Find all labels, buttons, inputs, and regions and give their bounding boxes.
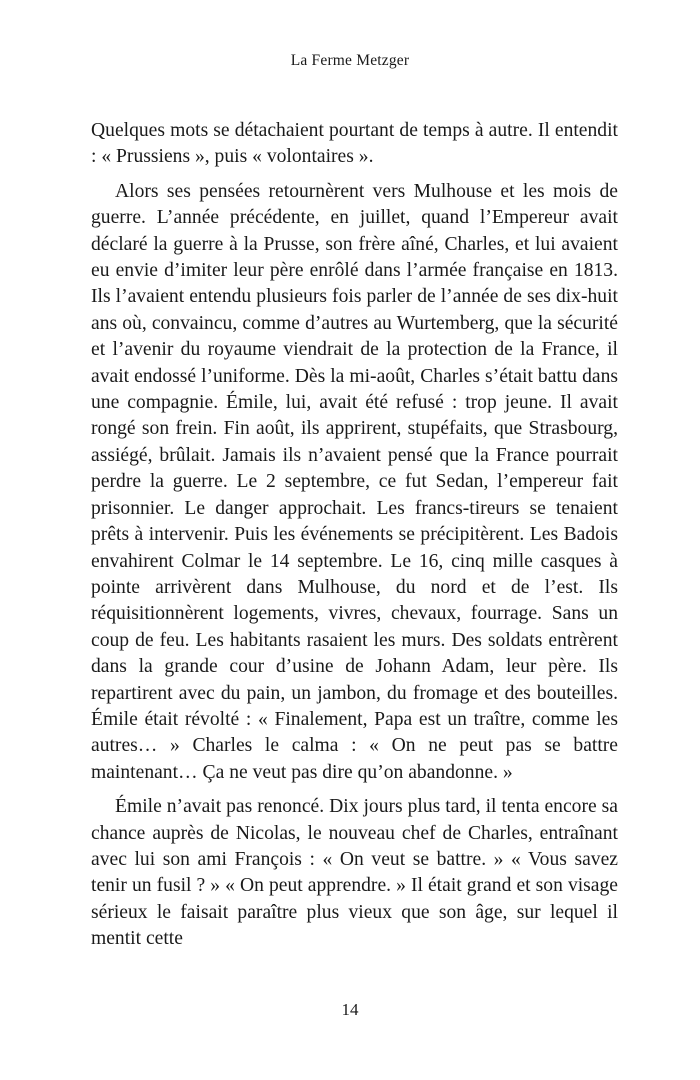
paragraph: Alors ses pensées retournèrent vers Mulhouse et les mois de guerre. L’année précédente, en juillet, quand l’Empereur avait déclaré la guerre à la Prusse, son frère aîné, Charles, et lui avaient eu envie d’imiter leur père enrôlé dans l’armée française en 1813. Ils l’avaient entendu plusieurs fois parler de l’année de ses dix-huit ans où, convaincu, comme d’autres au Wurtemberg, que la sécurité et l’avenir du royaume viendrait de la protection de la France, il avait endossé l’uniforme. Dès la mi-août, Charles s’était battu dans une compagnie. Émile, lui, avait été refusé : trop jeune. Il avait rongé son frein. Fin août, ils apprirent, stupéfaits, que Strasbourg, assiégé, brûlait. Jamais ils n’avaient pensé que la France pourrait perdre la guerre. Le 2 septembre, ce fut Sedan, l’empereur fait prisonnier. Le danger approchait. Les francs-tireurs se tenaient prêts à intervenir. Puis les événements se précipitèrent. Les Badois envahirent Colmar le 14 septembre. Le 16, cinq mille casques à pointe arrivèrent dans Mulhouse, du nord et de l’est. Ils réquisitionnèrent logements, vivres, chevaux, fourrage. Sans un coup de feu. Les habitants rasaient les murs. Des soldats entrèrent dans la grande cour d’usine de Johann Adam, leur père. Ils repartirent avec du pain, un jambon, du fromage et des bouteilles. Émile était révolté : « Finalement, Papa est un traître, comme les autres… » Charles le calma : « On ne peut pas se battre maintenant… Ça ne veut pas dire qu’on abandonne. »: [91, 180, 618, 783]
paragraph-continued: Quelques mots se détachaient pourtant de temps à autre. Il entendit : « Prussiens », puis « volontaires ».: [91, 120, 618, 168]
running-header: La Ferme Metzger: [290, 52, 410, 69]
paragraph: Émile n’avait pas renoncé. Dix jours plus tard, il tenta encore sa chance auprès de Nicolas, le nouveau chef de Charles, entraînant avec lui son ami François : « On veut se battre. » « Vous savez tenir un fusil ? » « On peut apprendre. » Il était grand et son visage sérieux le faisait paraître plus vieux que son âge, sur lequel il mentit cette: [91, 796, 618, 950]
body-text: [91, 118, 618, 953]
page-number: 14: [341, 1000, 359, 1019]
